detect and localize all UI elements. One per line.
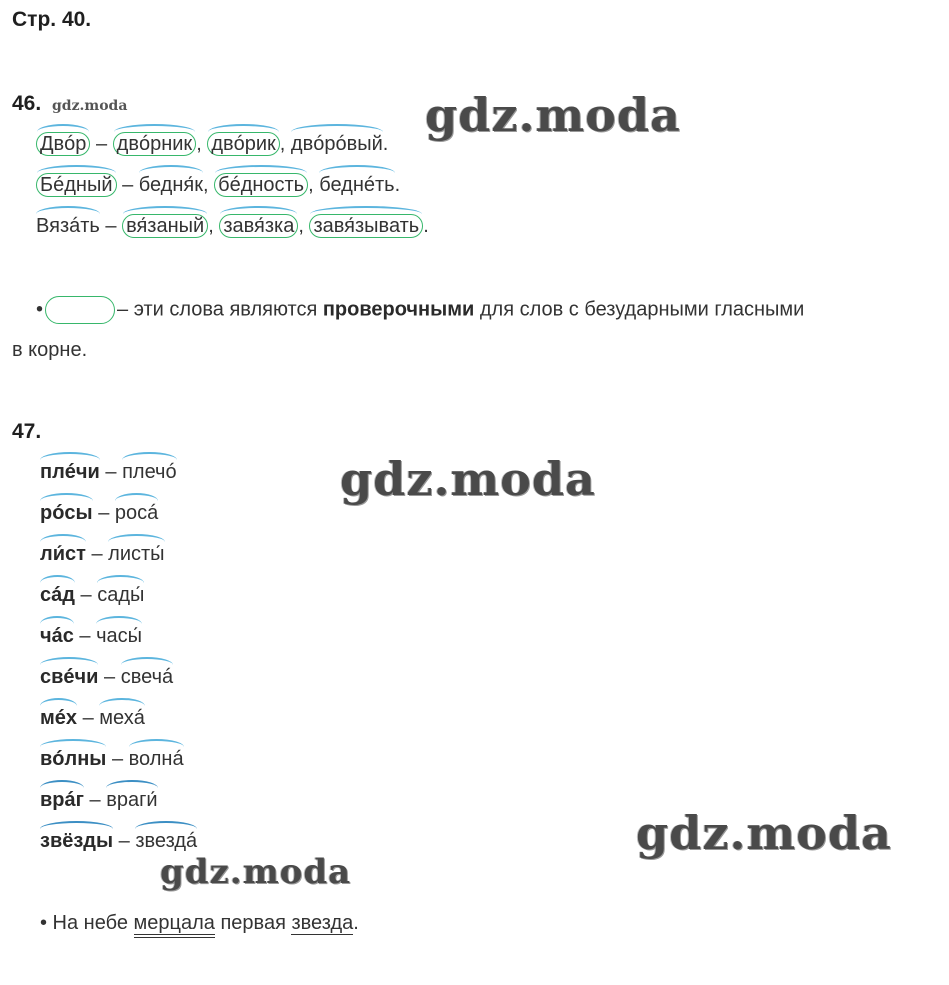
- word-plural: вóлны: [40, 748, 107, 770]
- ex47-pair: [40, 543, 165, 566]
- watermark-small: gdz.moda: [52, 98, 128, 114]
- watermark-1: gdz.moda: [425, 88, 681, 142]
- ex47-pair: [40, 584, 144, 607]
- sentence-end: .: [353, 912, 359, 934]
- exercise-47-number: 47.: [12, 420, 42, 443]
- dash: –: [106, 748, 129, 770]
- comma: ,: [308, 174, 320, 196]
- period: .: [382, 133, 389, 155]
- word-root: завя́зка: [219, 214, 298, 238]
- word-plural: звёзды: [40, 830, 114, 852]
- sentence-start: • На небе: [40, 912, 134, 934]
- ex46-row-2: [36, 174, 400, 197]
- ex46-row-3: [36, 215, 429, 238]
- comma: ,: [279, 133, 291, 155]
- ex47-pair: [40, 707, 145, 730]
- word-root: бéдность: [214, 173, 308, 197]
- dash: –: [77, 707, 100, 729]
- word-plural: сáд: [40, 584, 75, 606]
- dash: –: [74, 584, 98, 606]
- word-root: двóрник: [113, 132, 197, 156]
- ex47-pair: [40, 830, 197, 853]
- watermark-4: gdz.moda: [160, 852, 352, 892]
- dash: –: [92, 502, 115, 524]
- dash: –: [73, 625, 97, 647]
- word-check: листы́: [108, 543, 165, 565]
- ex46-note-tail: в корне.: [12, 339, 88, 361]
- ex47-pair: [40, 666, 173, 689]
- word-check: росá: [114, 502, 159, 524]
- word-check: плечó: [122, 461, 177, 483]
- word: беднéть: [319, 174, 395, 196]
- subject: звезда: [291, 912, 354, 934]
- watermark-2: gdz.moda: [340, 452, 596, 506]
- word: двóрóвый: [290, 133, 383, 155]
- bullet: •: [36, 298, 44, 321]
- word-check: сады́: [97, 584, 145, 606]
- ex47-pair: [40, 461, 177, 484]
- dash: –: [90, 133, 113, 155]
- note-bold: проверочными: [322, 298, 475, 321]
- dash: –: [83, 789, 107, 811]
- word-check: часы́: [96, 625, 143, 647]
- period: .: [423, 215, 429, 237]
- comma: ,: [196, 133, 208, 155]
- ex46-note: [36, 296, 804, 324]
- ex47-pair: [40, 748, 184, 771]
- ex47-pair: [40, 789, 158, 812]
- word-check: звездá: [135, 830, 198, 852]
- word-check: волнá: [128, 748, 184, 770]
- ex46-row-1: [36, 133, 388, 156]
- note-text: – эти слова являются: [117, 298, 323, 321]
- watermark-3: gdz.moda: [636, 806, 892, 860]
- dash: –: [116, 174, 139, 196]
- word-check: враги́: [106, 789, 158, 811]
- word-root: вя́заный: [122, 214, 208, 238]
- word-plural: ли́ст: [40, 543, 86, 565]
- predicate: мерцала: [134, 912, 215, 938]
- word-check: мехá: [99, 707, 145, 729]
- sentence-mid: первая: [214, 912, 292, 934]
- exercise-46-number: 46.: [12, 92, 42, 115]
- word-plural: чáс: [40, 625, 74, 647]
- ex47-sentence: [40, 912, 359, 935]
- word-plural: рóсы: [40, 502, 93, 524]
- word-root: завя́зывать: [309, 214, 423, 238]
- dash: –: [99, 215, 123, 237]
- word-plural: мéх: [40, 707, 78, 729]
- word-root: Бéдный: [36, 173, 117, 197]
- ex47-pair: [40, 502, 158, 525]
- dash: –: [99, 461, 123, 483]
- dash: –: [98, 666, 121, 688]
- page-title: Стр. 40.: [12, 8, 92, 31]
- word-plural: врáг: [40, 789, 84, 811]
- word-plural: свéчи: [40, 666, 99, 688]
- word-check: свечá: [120, 666, 174, 688]
- ex47-pair: [40, 625, 142, 648]
- comma: ,: [208, 215, 220, 237]
- dash: –: [113, 830, 136, 852]
- word-root: Двóр: [36, 132, 90, 156]
- period: .: [394, 174, 401, 196]
- word: бедня́к: [138, 174, 203, 196]
- word-root: двóрик: [207, 132, 279, 156]
- comma: ,: [298, 215, 310, 237]
- note-text-rest: для слов с безударными гласными: [474, 298, 805, 321]
- root-symbol-box: [45, 296, 115, 324]
- dash: –: [85, 543, 109, 565]
- word: Вязáть: [36, 215, 100, 237]
- word-plural: плéчи: [40, 461, 100, 483]
- comma: ,: [202, 174, 215, 196]
